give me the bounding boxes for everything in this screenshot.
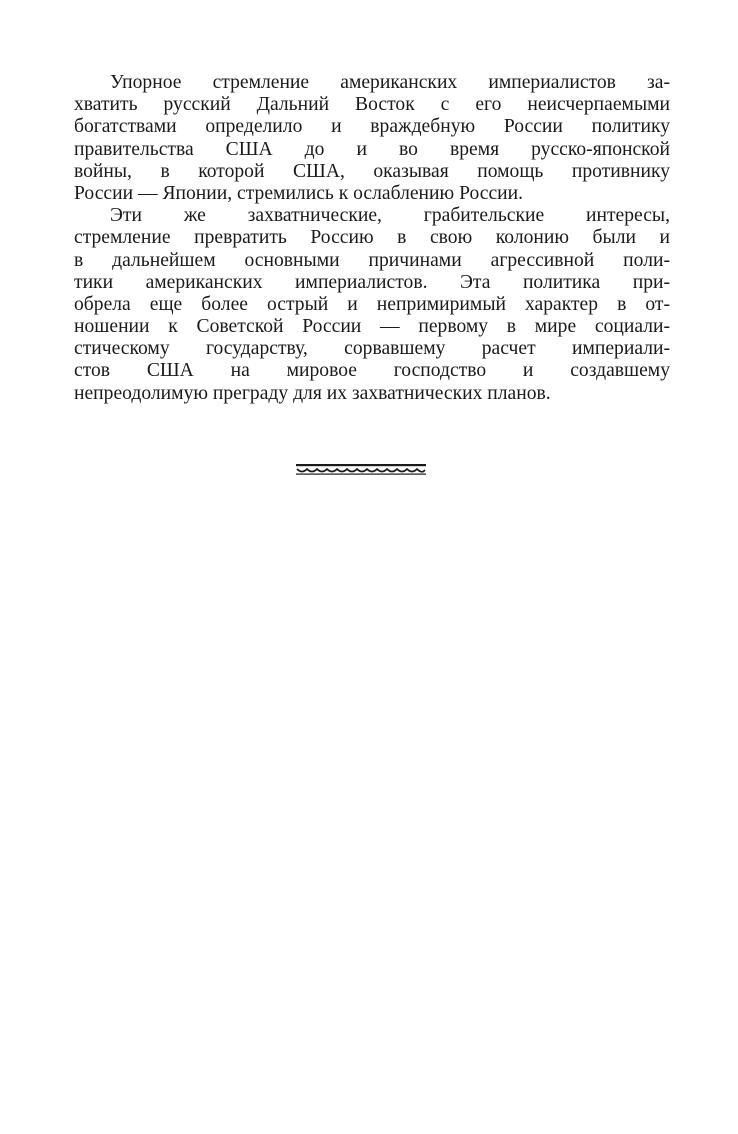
paragraph-1	[74, 72, 670, 205]
text-line: Эти же захватнические, грабительские интересы,	[110, 205, 670, 227]
text-line: в дальнейшем основными причинами агрессивной поли-	[74, 249, 670, 271]
body-text	[74, 72, 670, 405]
paragraph-2	[74, 205, 670, 405]
ornament-divider	[296, 462, 426, 478]
text-line: стическому государству, сорвавшему расчет империали-	[74, 338, 670, 360]
text-line: хватить русский Дальний Восток с его неисчерпаемыми	[74, 94, 670, 116]
text-line: стов США на мировое господство и создавшему	[74, 360, 670, 382]
text-line: ношении к Советской России — первому в мире социали-	[74, 316, 670, 338]
text-line: войны, в которой США, оказывая помощь противнику	[74, 160, 670, 182]
text-line: Упорное стремление американских империалистов за-	[110, 72, 670, 93]
text-line: России — Японии, стремились к ослаблению России.	[74, 182, 524, 204]
text-line: богатствами определило и враждебную России политику	[74, 116, 670, 138]
text-line: тики американских империалистов. Эта политика при-	[74, 271, 670, 293]
text-line: непреодолимую преграду для их захватнических планов.	[74, 382, 551, 404]
text-line: правительства США до и во время русско-японской	[74, 138, 670, 160]
text-line: обрела еще более острый и непримиримый характер в от-	[74, 293, 670, 315]
text-line: стремление превратить Россию в свою колонию были и	[74, 227, 670, 249]
